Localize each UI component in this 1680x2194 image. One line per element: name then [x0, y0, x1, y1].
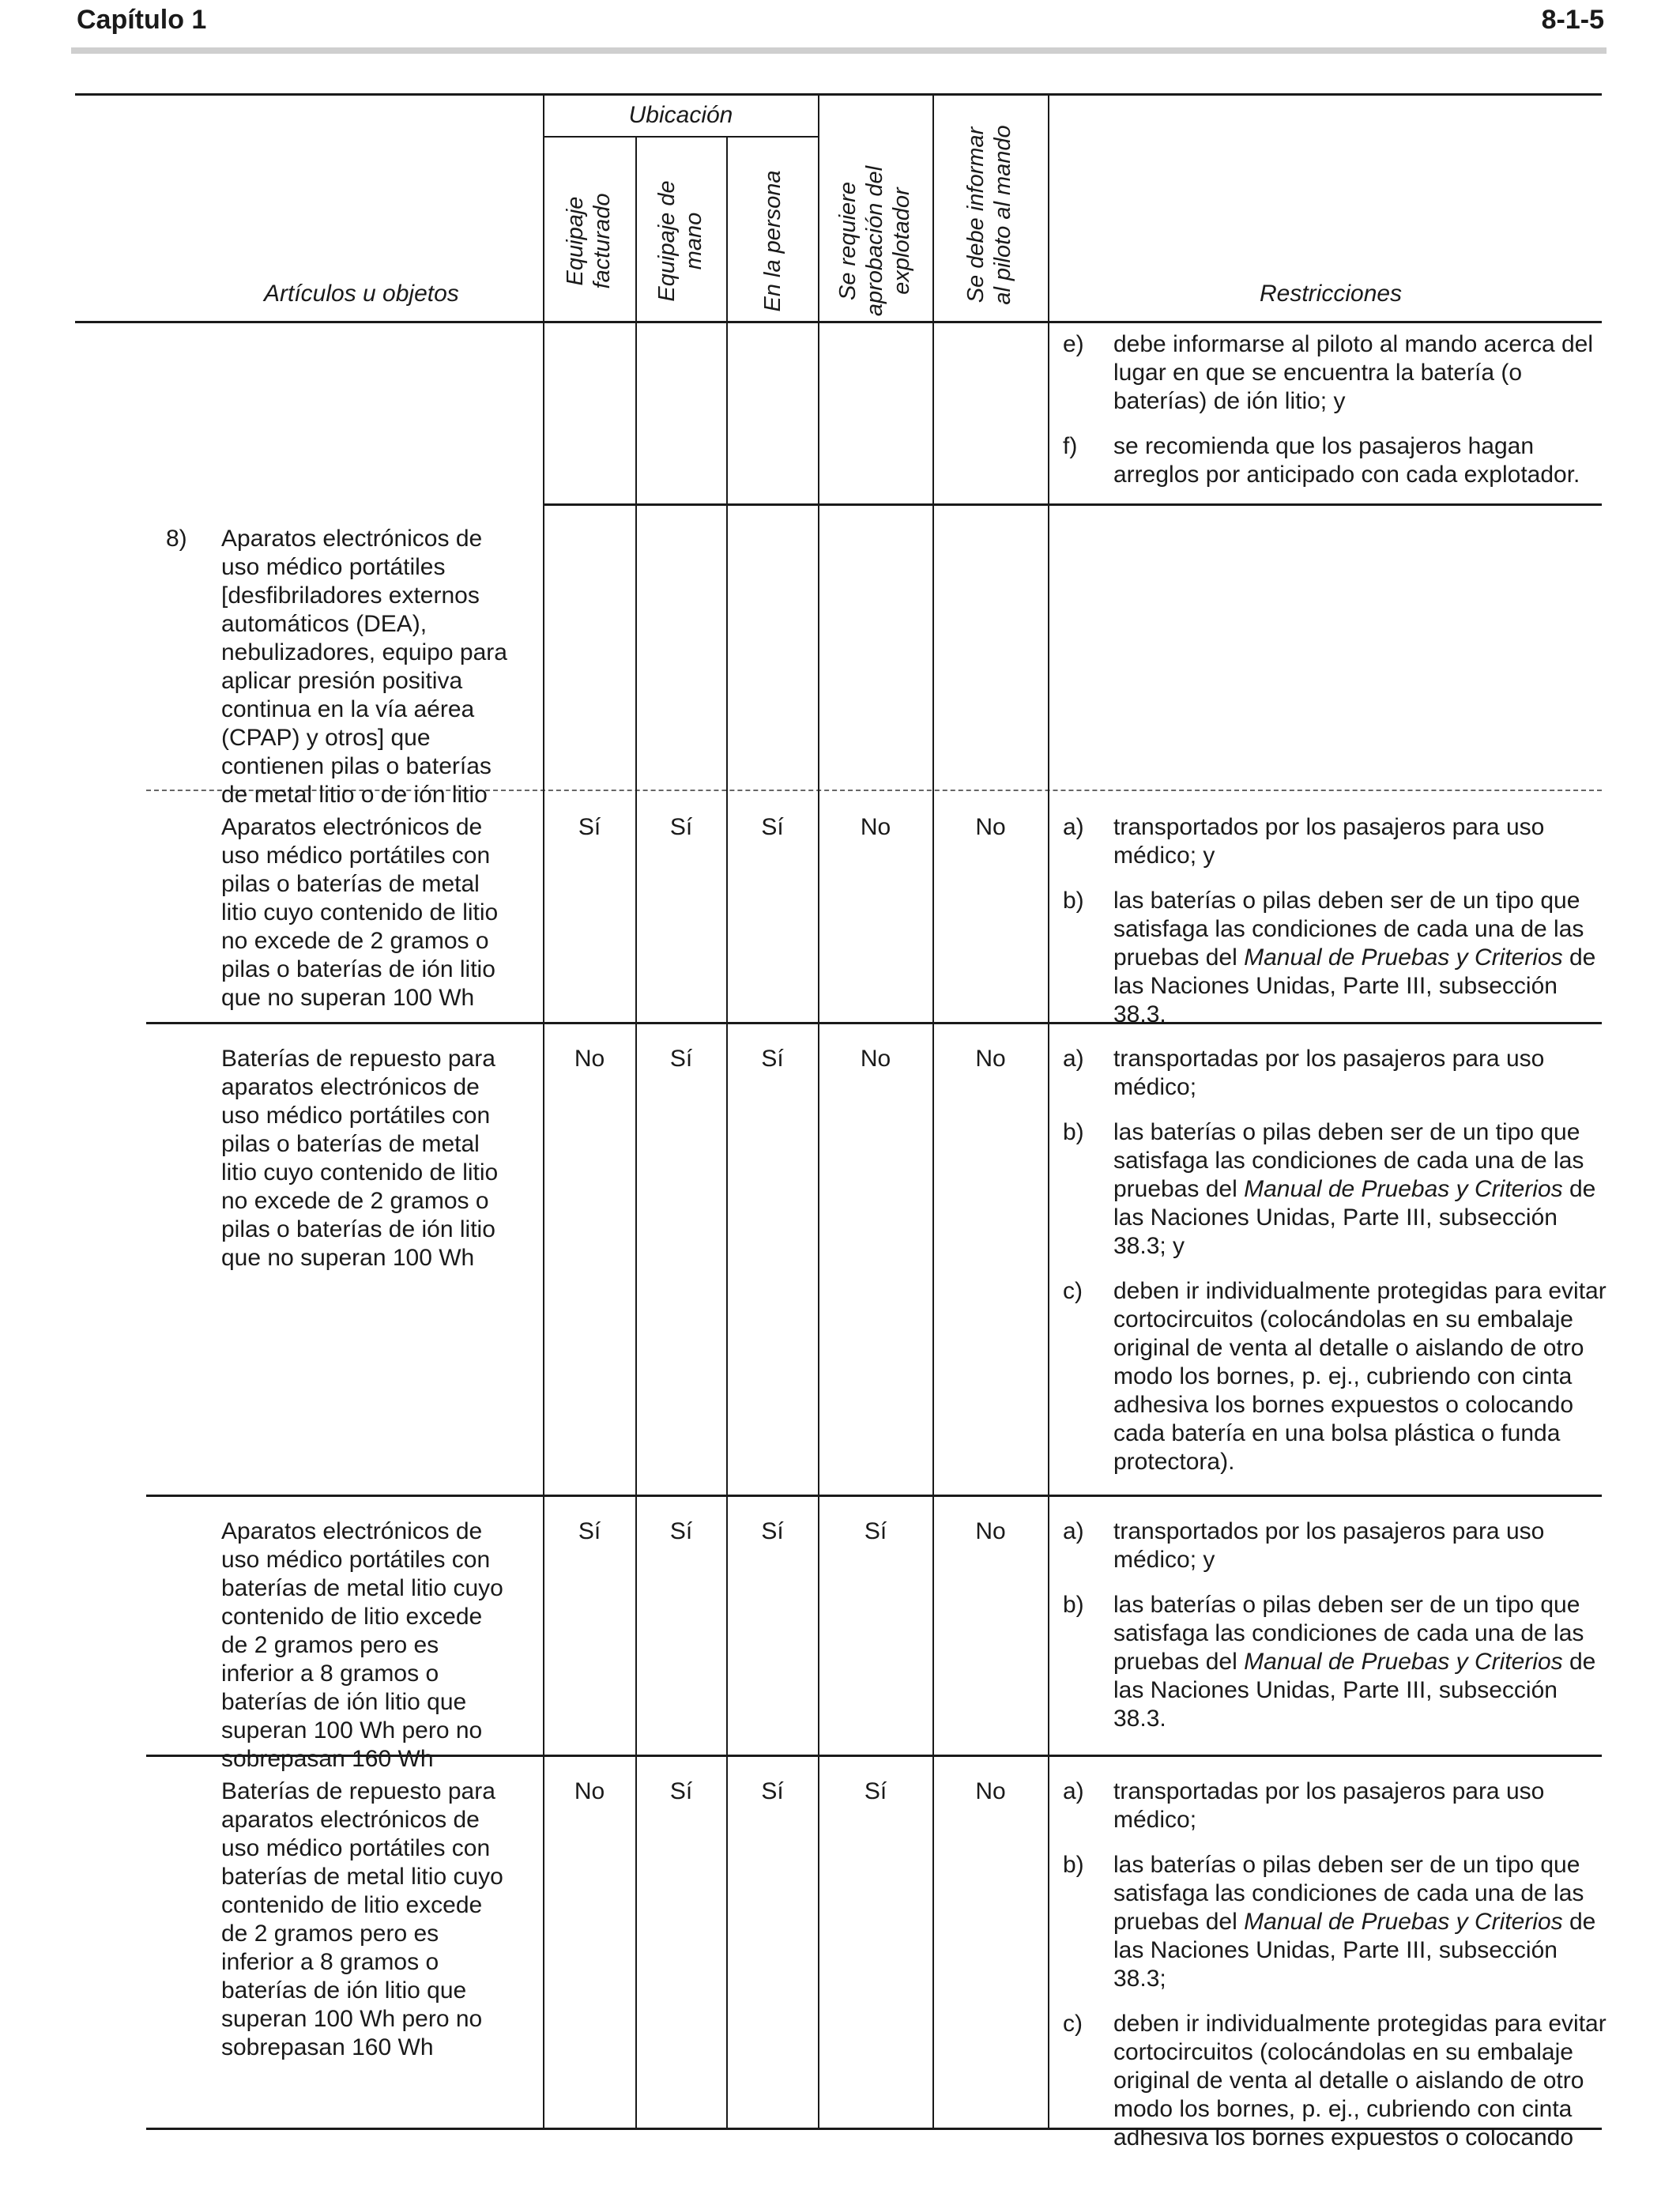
restriction-text: transportados por los pasajeros para uso médico; y: [1113, 814, 1545, 869]
restriction-letter: b): [1063, 1119, 1084, 1145]
row-1-restrictions: [1063, 813, 1608, 1046]
page-number: 8-1-5: [1541, 5, 1604, 35]
restriction-text: [1113, 1591, 1608, 1733]
restriction-item: [1063, 1277, 1608, 1476]
restriction-item: [1063, 813, 1608, 870]
restriction-text: transportados por los pasajeros para uso médico; y: [1113, 1518, 1545, 1573]
row-1-inform: No: [975, 814, 1006, 840]
restriction-text-part: las baterías o pilas deben ser de un tipo que satisfaga las condiciones de cada una de las pruebas del: [1113, 1852, 1584, 1935]
restriction-item: [1063, 1517, 1608, 1574]
row-2-on-person: Sí: [761, 1046, 784, 1072]
row-3-carry-on: Sí: [669, 1518, 693, 1544]
restriction-text: [1113, 1118, 1608, 1261]
row-4-inform: No: [975, 1778, 1006, 1804]
col-divider-4: [818, 93, 819, 2128]
header-restrictions: Restricciones: [1260, 281, 1403, 307]
row-1-item: Aparatos electrónicos de uso médico portátiles con pilas o baterías de metal litio cuyo contenido de litio no excede de 2 gramos o pilas o baterías de ión litio que no superan 100 Wh: [221, 814, 499, 1011]
row-4-restrictions: [1063, 1777, 1608, 2169]
row-1-on-person: Sí: [761, 814, 784, 840]
manual-title: Manual de Pruebas y Criterios: [1244, 1649, 1563, 1675]
restriction-letter: e): [1063, 331, 1084, 357]
restriction-text-part: de las Naciones Unidas, Parte III, subsección 38.3; y: [1113, 1176, 1596, 1259]
header-checked-line-2: facturado: [590, 193, 615, 289]
row-2-restrictions: [1063, 1045, 1608, 1493]
restriction-letter: b): [1063, 1852, 1084, 1878]
restriction-item: [1063, 432, 1608, 489]
header-location: Ubicación: [628, 102, 733, 128]
row-3-checked: Sí: [578, 1518, 601, 1544]
row-2-bottom-rule: [146, 1495, 1602, 1497]
header-approval-line-3: explotador: [889, 187, 914, 295]
section-description: Aparatos electrónicos de uso médico portátiles [desfibriladores externos automáticos (DEA), nebulizadores, equipo para aplicar presión positiva continua en la vía aérea (CPAP) y otros] que contienen pilas o baterías de metal litio o de ión litio: [221, 526, 507, 808]
header-inform-line-1: Se debe informar: [963, 126, 989, 303]
row-4-checked: No: [574, 1778, 605, 1804]
restriction-letter: b): [1063, 1592, 1084, 1618]
row-1-checked: Sí: [578, 814, 601, 840]
restriction-item: [1063, 1777, 1608, 1834]
row-2-carry-on: Sí: [669, 1046, 693, 1072]
restriction-letter: a): [1063, 814, 1084, 840]
row-2-checked: No: [574, 1046, 605, 1072]
restriction-text-part: las baterías o pilas deben ser de un tipo que satisfaga las condiciones de cada una de las pruebas del: [1113, 1119, 1584, 1202]
col-divider-1: [543, 93, 544, 2128]
restriction-text-part: de las Naciones Unidas, Parte III, subsección 38.3.: [1113, 1649, 1596, 1732]
restriction-text-part: las baterías o pilas deben ser de un tipo que satisfaga las condiciones de cada una de las pruebas del: [1113, 888, 1584, 971]
restriction-item: [1063, 1591, 1608, 1733]
row-4-item: Baterías de repuesto para aparatos electrónicos de uso médico portátiles con baterías de metal litio cuyo contenido de litio excede de 2 gramos pero es inferior a 8 gramos o baterías de ión litio que superan 100 Wh pero no sobrepasan 160 Wh: [221, 1778, 503, 2060]
restriction-letter: b): [1063, 888, 1084, 914]
row-1-approval: No: [860, 814, 891, 840]
restriction-item: [1063, 887, 1608, 1029]
restriction-text: [1113, 887, 1608, 1029]
manual-title: Manual de Pruebas y Criterios: [1244, 1176, 1563, 1202]
manual-title: Manual de Pruebas y Criterios: [1244, 1909, 1563, 1935]
row-3-item: Aparatos electrónicos de uso médico portátiles con baterías de metal litio cuyo contenido de litio excede de 2 gramos pero es inferior a 8 gramos o baterías de ión litio que superan 100 Wh pero no sobrepasan 160 Wh: [221, 1518, 503, 1772]
section-number: 8): [166, 526, 187, 552]
restriction-letter: a): [1063, 1778, 1084, 1804]
header-on-person: [759, 130, 786, 352]
row-3-restrictions: [1063, 1517, 1608, 1750]
restriction-item: [1063, 1118, 1608, 1261]
header-carry-on-line-1: Equipaje de: [654, 180, 680, 302]
col-divider-3: [726, 136, 728, 2128]
col-divider-2: [635, 136, 637, 2128]
restriction-text: transportadas por los pasajeros para uso médico;: [1113, 1046, 1545, 1100]
restriction-text: debe informarse al piloto al mando acerca del lugar en que se encuentra la batería (o baterías) de ión litio; y: [1113, 331, 1594, 414]
header-approval-line-1: Se requiere: [835, 182, 861, 300]
header-on-person-line-1: En la persona: [760, 170, 785, 312]
header-articles: Artículos u objetos: [264, 281, 459, 307]
header-inform: [962, 96, 1018, 334]
row-2-inform: No: [975, 1046, 1006, 1072]
row-2-item: Baterías de repuesto para aparatos electrónicos de uso médico portátiles con pilas o baterías de metal litio cuyo contenido de litio no excede de 2 gramos o pilas o baterías de ión litio que no superan 100 Wh: [221, 1046, 499, 1271]
row-3-approval: Sí: [864, 1518, 887, 1544]
row-4-approval: Sí: [864, 1778, 887, 1804]
header-carry-on: [654, 130, 709, 352]
row-1-carry-on: Sí: [669, 814, 693, 840]
header-carry-on-line-2: mano: [681, 212, 706, 270]
restriction-letter: c): [1063, 2011, 1083, 2037]
restriction-text: transportadas por los pasajeros para uso médico;: [1113, 1778, 1545, 1833]
header-checked: [562, 130, 617, 352]
row-2-approval: No: [860, 1046, 891, 1072]
restriction-text-part: de las Naciones Unidas, Parte III, subsección 38.3;: [1113, 1909, 1596, 1992]
table-top-rule: [75, 93, 1602, 96]
restriction-text: [1113, 1851, 1608, 1993]
continuation-restrictions: [1063, 330, 1608, 506]
header-approval-line-2: aprobación del: [862, 165, 887, 317]
manual-title: Manual de Pruebas y Criterios: [1244, 944, 1563, 971]
restriction-item: [1063, 1851, 1608, 1993]
restriction-item: [1063, 1045, 1608, 1102]
restriction-item: [1063, 330, 1608, 416]
row-3-on-person: Sí: [761, 1518, 784, 1544]
restriction-text: deben ir individualmente protegidas para evitar cortocircuitos (colocándolas en su embalaje original de venta al detalle o aislando de otro modo los bornes, p. ej., cubriendo con cinta adhesiva los bornes expuestos o colocando cada batería en una bolsa plástica o funda protectora).: [1113, 1278, 1607, 1475]
restriction-letter: a): [1063, 1518, 1084, 1544]
restriction-text-part: de las Naciones Unidas, Parte III, subsección 38.3.: [1113, 944, 1596, 1027]
restriction-item: [1063, 2010, 1608, 2152]
header-rule: [71, 47, 1607, 54]
col-divider-6: [1048, 93, 1049, 2128]
restriction-text: se recomienda que los pasajeros hagan arreglos por anticipado con cada explotador.: [1113, 433, 1580, 488]
header-checked-line-1: Equipaje: [563, 196, 588, 286]
restriction-letter: a): [1063, 1046, 1084, 1072]
header-inform-line-2: al piloto al mando: [990, 125, 1015, 305]
row-4-carry-on: Sí: [669, 1778, 693, 1804]
restriction-letter: c): [1063, 1278, 1083, 1304]
row-4-on-person: Sí: [761, 1778, 784, 1804]
restriction-letter: f): [1063, 433, 1078, 459]
col-divider-5: [932, 93, 934, 2128]
row-3-inform: No: [975, 1518, 1006, 1544]
header-approval: [834, 123, 917, 360]
restriction-text-part: las baterías o pilas deben ser de un tipo que satisfaga las condiciones de cada una de las pruebas del: [1113, 1592, 1584, 1675]
chapter-label: Capítulo 1: [77, 5, 207, 35]
restriction-text: deben ir individualmente protegidas para evitar cortocircuitos (colocándolas en su embalaje original de venta al detalle o aislando de otro modo los bornes, p. ej., cubriendo con cinta adhesiva los bornes expuestos o colocando: [1113, 2011, 1607, 2151]
